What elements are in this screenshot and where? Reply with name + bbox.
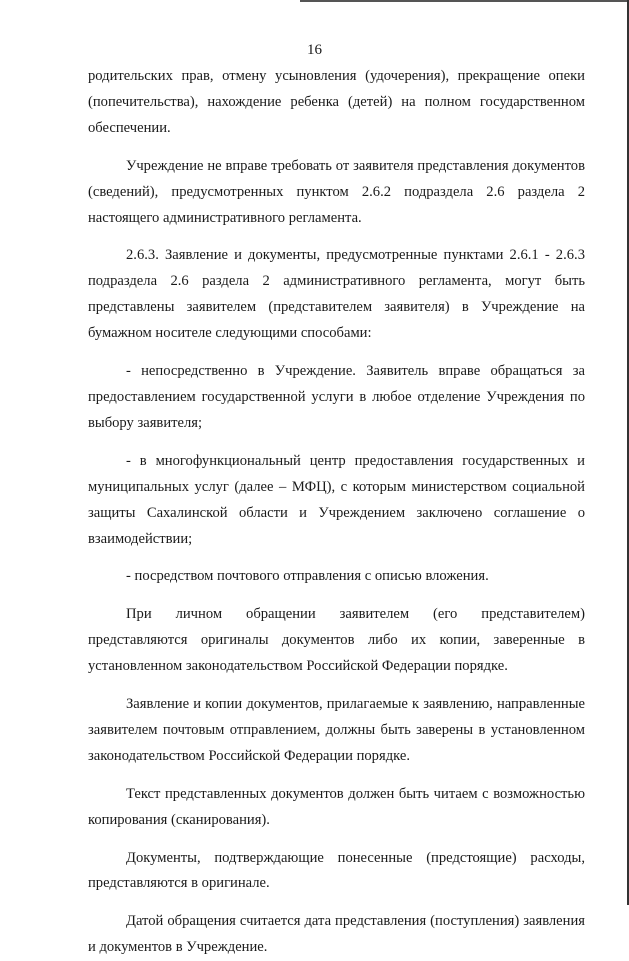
paragraph-readable-text: Текст представленных документов должен быть читаем с возможностью копирования (сканирования). (88, 785, 585, 828)
list-item-direct: - непосредственно в Учреждение. Заявитель вправе обращаться за предоставлением государственной услуги в любое отделение Учреждения по выбору заявителя; (88, 363, 585, 431)
paragraph-postal-copies: Заявление и копии документов, прилагаемые к заявлению, направленные заявителем почтовым отправлением, должны быть заверены в установленном законодательством Российской Федерации порядке. (88, 696, 585, 764)
list-item-post: - посредством почтового отправления с описью вложения. (126, 568, 489, 585)
paragraph-2-6-3: 2.6.3. Заявление и документы, предусмотренные пунктами 2.6.1 - 2.6.3 подраздела 2.6 раздела 2 административного регламента, могут быть представлены заявителем (представителем заявителя) в Учреждение на бумажном носителе следующими способами: (88, 247, 585, 342)
list-item-mfc: - в многофункциональный центр предоставления государственных и муниципальных услуг (далее – МФЦ), с которым министерством социальной защиты Сахалинской области и Учреждением заключено соглашение о взаимодействии; (88, 452, 585, 547)
paragraph-application-date: Датой обращения считается дата представления (поступления) заявления и документов в Учреждение. (88, 913, 585, 956)
paragraph-expense-documents: Документы, подтверждающие понесенные (предстоящие) расходы, представляются в оригинале. (88, 849, 585, 892)
paragraph-personal-visit: При личном обращении заявителем (его представителем) представляются оригиналы документов либо их копии, заверенные в установленном законодательством Российской Федерации порядке. (88, 606, 585, 675)
scan-edge-top (300, 0, 629, 2)
page-number: 16 (307, 42, 322, 58)
paragraph-no-request: Учреждение не вправе требовать от заявителя представления документов (сведений), предусмотренных пунктом 2.6.2 подраздела 2.6 раздела 2 настоящего административного регламента. (88, 157, 585, 226)
paragraph-continuation: родительских прав, отмену усыновления (удочерения), прекращение опеки (попечительства), нахождение ребенка (детей) на полном государственном обеспечении. (88, 68, 585, 136)
document-body (88, 64, 585, 961)
